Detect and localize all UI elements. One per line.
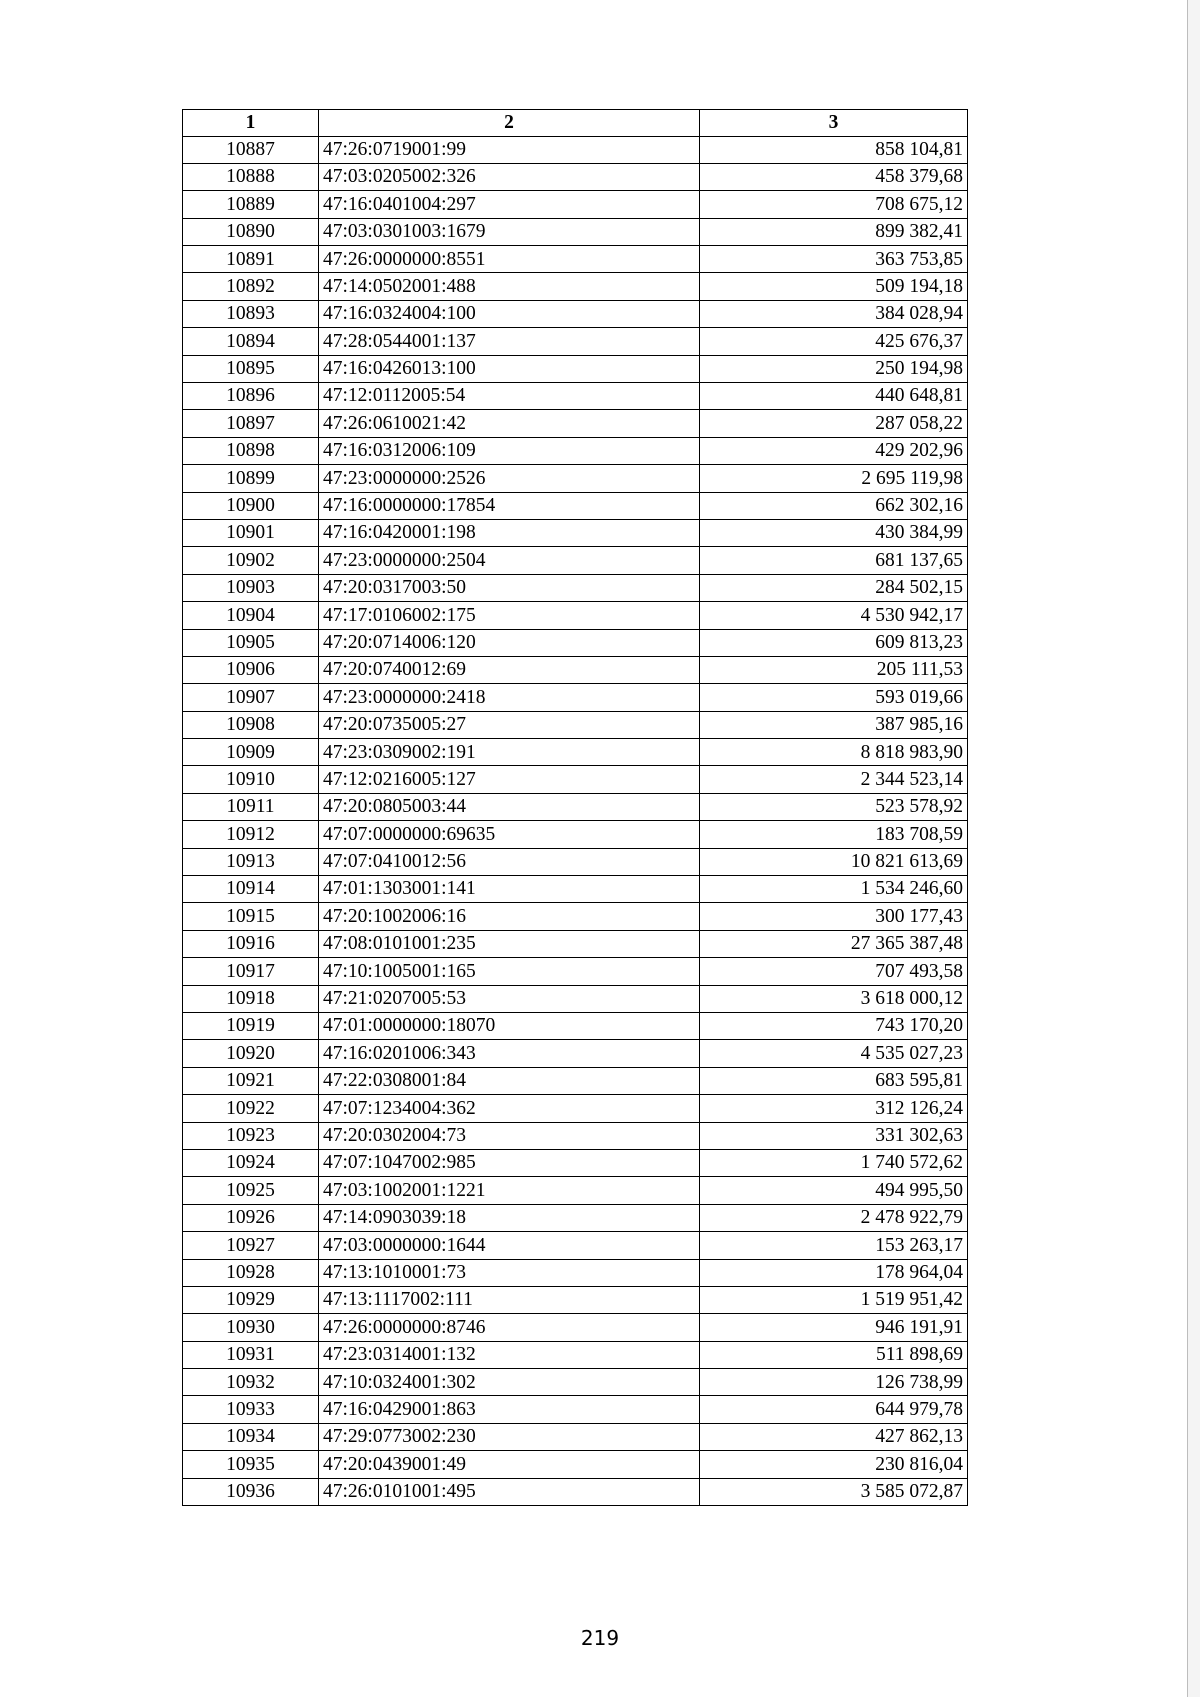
cadastral-number-cell: 47:13:1010001:73 bbox=[319, 1259, 700, 1286]
cadastral-number-cell: 47:26:0000000:8551 bbox=[319, 246, 700, 273]
row-number-cell: 10920 bbox=[183, 1040, 319, 1067]
cadastral-number-cell: 47:07:1234004:362 bbox=[319, 1095, 700, 1122]
value-cell: 8 818 983,90 bbox=[700, 739, 968, 766]
cadastral-number-cell: 47:20:0735005:27 bbox=[319, 711, 700, 738]
table-row bbox=[183, 574, 968, 601]
cadastral-number-cell: 47:03:0301003:1679 bbox=[319, 218, 700, 245]
cadastral-number-cell: 47:22:0308001:84 bbox=[319, 1067, 700, 1094]
row-number-cell: 10900 bbox=[183, 492, 319, 519]
cadastral-number-cell: 47:16:0420001:198 bbox=[319, 519, 700, 546]
table-row bbox=[183, 711, 968, 738]
table-row bbox=[183, 793, 968, 820]
row-number-cell: 10908 bbox=[183, 711, 319, 738]
value-cell: 2 695 119,98 bbox=[700, 465, 968, 492]
cadastral-number-cell: 47:20:0740012:69 bbox=[319, 656, 700, 683]
row-number-cell: 10931 bbox=[183, 1341, 319, 1368]
cadastral-number-cell: 47:20:0714006:120 bbox=[319, 629, 700, 656]
row-number-cell: 10928 bbox=[183, 1259, 319, 1286]
table-row bbox=[183, 1396, 968, 1423]
row-number-cell: 10932 bbox=[183, 1369, 319, 1396]
value-cell: 946 191,91 bbox=[700, 1314, 968, 1341]
value-cell: 287 058,22 bbox=[700, 410, 968, 437]
value-cell: 363 753,85 bbox=[700, 246, 968, 273]
value-cell: 300 177,43 bbox=[700, 903, 968, 930]
table-row bbox=[183, 1478, 968, 1505]
row-number-cell: 10916 bbox=[183, 930, 319, 957]
header-row bbox=[183, 110, 968, 137]
value-cell: 662 302,16 bbox=[700, 492, 968, 519]
cadastral-number-cell: 47:13:1117002:111 bbox=[319, 1286, 700, 1313]
table-row bbox=[183, 1013, 968, 1040]
value-cell: 743 170,20 bbox=[700, 1013, 968, 1040]
table-row bbox=[183, 930, 968, 957]
cadastral-number-cell: 47:08:0101001:235 bbox=[319, 930, 700, 957]
cadastral-number-cell: 47:03:0000000:1644 bbox=[319, 1232, 700, 1259]
table-row bbox=[183, 246, 968, 273]
value-cell: 10 821 613,69 bbox=[700, 848, 968, 875]
cadastral-number-cell: 47:14:0502001:488 bbox=[319, 273, 700, 300]
table-row bbox=[183, 465, 968, 492]
row-number-cell: 10893 bbox=[183, 300, 319, 327]
table-row bbox=[183, 821, 968, 848]
value-cell: 331 302,63 bbox=[700, 1122, 968, 1149]
value-cell: 250 194,98 bbox=[700, 355, 968, 382]
table-row bbox=[183, 848, 968, 875]
row-number-cell: 10915 bbox=[183, 903, 319, 930]
row-number-cell: 10919 bbox=[183, 1013, 319, 1040]
table-row bbox=[183, 355, 968, 382]
data-table bbox=[182, 109, 968, 1506]
row-number-cell: 10895 bbox=[183, 355, 319, 382]
table-row bbox=[183, 1149, 968, 1176]
page-right-edge bbox=[1187, 0, 1200, 1697]
cadastral-number-cell: 47:23:0000000:2418 bbox=[319, 684, 700, 711]
value-cell: 458 379,68 bbox=[700, 163, 968, 190]
cadastral-number-cell: 47:29:0773002:230 bbox=[319, 1423, 700, 1450]
row-number-cell: 10926 bbox=[183, 1204, 319, 1231]
value-cell: 1 519 951,42 bbox=[700, 1286, 968, 1313]
table-body bbox=[183, 136, 968, 1506]
value-cell: 183 708,59 bbox=[700, 821, 968, 848]
cadastral-number-cell: 47:23:0314001:132 bbox=[319, 1341, 700, 1368]
value-cell: 858 104,81 bbox=[700, 136, 968, 163]
table-row bbox=[183, 410, 968, 437]
row-number-cell: 10906 bbox=[183, 656, 319, 683]
table-row bbox=[183, 163, 968, 190]
row-number-cell: 10914 bbox=[183, 876, 319, 903]
cadastral-number-cell: 47:26:0101001:495 bbox=[319, 1478, 700, 1505]
row-number-cell: 10909 bbox=[183, 739, 319, 766]
value-cell: 511 898,69 bbox=[700, 1341, 968, 1368]
value-cell: 494 995,50 bbox=[700, 1177, 968, 1204]
value-cell: 4 530 942,17 bbox=[700, 602, 968, 629]
table-row bbox=[183, 547, 968, 574]
cadastral-number-cell: 47:12:0112005:54 bbox=[319, 383, 700, 410]
cadastral-number-cell: 47:07:0410012:56 bbox=[319, 848, 700, 875]
cadastral-number-cell: 47:16:0000000:17854 bbox=[319, 492, 700, 519]
cadastral-number-cell: 47:16:0401004:297 bbox=[319, 191, 700, 218]
value-cell: 3 618 000,12 bbox=[700, 985, 968, 1012]
row-number-cell: 10897 bbox=[183, 410, 319, 437]
cadastral-number-cell: 47:23:0309002:191 bbox=[319, 739, 700, 766]
row-number-cell: 10933 bbox=[183, 1396, 319, 1423]
row-number-cell: 10898 bbox=[183, 437, 319, 464]
header-col-2: 2 bbox=[319, 110, 700, 137]
header-col-3: 3 bbox=[700, 110, 968, 137]
table-row bbox=[183, 1341, 968, 1368]
cadastral-number-cell: 47:10:1005001:165 bbox=[319, 958, 700, 985]
header-col-1: 1 bbox=[183, 110, 319, 137]
row-number-cell: 10901 bbox=[183, 519, 319, 546]
table-row bbox=[183, 218, 968, 245]
value-cell: 153 263,17 bbox=[700, 1232, 968, 1259]
value-cell: 230 816,04 bbox=[700, 1451, 968, 1478]
row-number-cell: 10924 bbox=[183, 1149, 319, 1176]
cadastral-number-cell: 47:01:1303001:141 bbox=[319, 876, 700, 903]
row-number-cell: 10899 bbox=[183, 465, 319, 492]
table-row bbox=[183, 958, 968, 985]
table-row bbox=[183, 1095, 968, 1122]
table-row bbox=[183, 602, 968, 629]
row-number-cell: 10923 bbox=[183, 1122, 319, 1149]
cadastral-number-cell: 47:16:0201006:343 bbox=[319, 1040, 700, 1067]
cadastral-number-cell: 47:23:0000000:2504 bbox=[319, 547, 700, 574]
row-number-cell: 10921 bbox=[183, 1067, 319, 1094]
table-row bbox=[183, 1451, 968, 1478]
cadastral-number-cell: 47:26:0610021:42 bbox=[319, 410, 700, 437]
value-cell: 681 137,65 bbox=[700, 547, 968, 574]
cadastral-number-cell: 47:20:1002006:16 bbox=[319, 903, 700, 930]
table-row bbox=[183, 136, 968, 163]
table-row bbox=[183, 1177, 968, 1204]
table-row bbox=[183, 1369, 968, 1396]
value-cell: 708 675,12 bbox=[700, 191, 968, 218]
table-row bbox=[183, 300, 968, 327]
table-row bbox=[183, 1204, 968, 1231]
cadastral-number-cell: 47:23:0000000:2526 bbox=[319, 465, 700, 492]
row-number-cell: 10888 bbox=[183, 163, 319, 190]
value-cell: 205 111,53 bbox=[700, 656, 968, 683]
value-cell: 126 738,99 bbox=[700, 1369, 968, 1396]
cadastral-number-cell: 47:26:0000000:8746 bbox=[319, 1314, 700, 1341]
cadastral-number-cell: 47:01:0000000:18070 bbox=[319, 1013, 700, 1040]
value-cell: 509 194,18 bbox=[700, 273, 968, 300]
row-number-cell: 10891 bbox=[183, 246, 319, 273]
table-row bbox=[183, 328, 968, 355]
value-cell: 387 985,16 bbox=[700, 711, 968, 738]
cadastral-number-cell: 47:28:0544001:137 bbox=[319, 328, 700, 355]
value-cell: 178 964,04 bbox=[700, 1259, 968, 1286]
row-number-cell: 10905 bbox=[183, 629, 319, 656]
cadastral-number-cell: 47:20:0805003:44 bbox=[319, 793, 700, 820]
value-cell: 593 019,66 bbox=[700, 684, 968, 711]
table-row bbox=[183, 1314, 968, 1341]
value-cell: 440 648,81 bbox=[700, 383, 968, 410]
row-number-cell: 10930 bbox=[183, 1314, 319, 1341]
row-number-cell: 10887 bbox=[183, 136, 319, 163]
table-row bbox=[183, 437, 968, 464]
row-number-cell: 10902 bbox=[183, 547, 319, 574]
cadastral-number-cell: 47:17:0106002:175 bbox=[319, 602, 700, 629]
table-row bbox=[183, 519, 968, 546]
cadastral-number-cell: 47:26:0719001:99 bbox=[319, 136, 700, 163]
cadastral-number-cell: 47:20:0302004:73 bbox=[319, 1122, 700, 1149]
value-cell: 683 595,81 bbox=[700, 1067, 968, 1094]
value-cell: 1 740 572,62 bbox=[700, 1149, 968, 1176]
row-number-cell: 10936 bbox=[183, 1478, 319, 1505]
value-cell: 609 813,23 bbox=[700, 629, 968, 656]
value-cell: 4 535 027,23 bbox=[700, 1040, 968, 1067]
value-cell: 427 862,13 bbox=[700, 1423, 968, 1450]
row-number-cell: 10934 bbox=[183, 1423, 319, 1450]
row-number-cell: 10913 bbox=[183, 848, 319, 875]
page-number: 219 bbox=[580, 1626, 620, 1650]
table-row bbox=[183, 1040, 968, 1067]
value-cell: 312 126,24 bbox=[700, 1095, 968, 1122]
value-cell: 384 028,94 bbox=[700, 300, 968, 327]
value-cell: 523 578,92 bbox=[700, 793, 968, 820]
value-cell: 2 344 523,14 bbox=[700, 766, 968, 793]
table-row bbox=[183, 656, 968, 683]
row-number-cell: 10903 bbox=[183, 574, 319, 601]
row-number-cell: 10912 bbox=[183, 821, 319, 848]
table-row bbox=[183, 1286, 968, 1313]
table-row bbox=[183, 1232, 968, 1259]
table-row bbox=[183, 1067, 968, 1094]
table-row bbox=[183, 876, 968, 903]
row-number-cell: 10896 bbox=[183, 383, 319, 410]
table-row bbox=[183, 766, 968, 793]
row-number-cell: 10918 bbox=[183, 985, 319, 1012]
cadastral-number-cell: 47:16:0429001:863 bbox=[319, 1396, 700, 1423]
row-number-cell: 10922 bbox=[183, 1095, 319, 1122]
row-number-cell: 10892 bbox=[183, 273, 319, 300]
row-number-cell: 10904 bbox=[183, 602, 319, 629]
cadastral-number-cell: 47:16:0312006:109 bbox=[319, 437, 700, 464]
row-number-cell: 10910 bbox=[183, 766, 319, 793]
cadastral-number-cell: 47:10:0324001:302 bbox=[319, 1369, 700, 1396]
cadastral-number-cell: 47:03:1002001:1221 bbox=[319, 1177, 700, 1204]
cadastral-number-cell: 47:21:0207005:53 bbox=[319, 985, 700, 1012]
cadastral-number-cell: 47:16:0426013:100 bbox=[319, 355, 700, 382]
row-number-cell: 10927 bbox=[183, 1232, 319, 1259]
table-row bbox=[183, 985, 968, 1012]
row-number-cell: 10935 bbox=[183, 1451, 319, 1478]
value-cell: 899 382,41 bbox=[700, 218, 968, 245]
table-row bbox=[183, 629, 968, 656]
cadastral-number-cell: 47:14:0903039:18 bbox=[319, 1204, 700, 1231]
table-row bbox=[183, 903, 968, 930]
value-cell: 27 365 387,48 bbox=[700, 930, 968, 957]
value-cell: 1 534 246,60 bbox=[700, 876, 968, 903]
table-header bbox=[183, 110, 968, 137]
table-row bbox=[183, 383, 968, 410]
cadastral-number-cell: 47:16:0324004:100 bbox=[319, 300, 700, 327]
value-cell: 2 478 922,79 bbox=[700, 1204, 968, 1231]
row-number-cell: 10907 bbox=[183, 684, 319, 711]
table-row bbox=[183, 492, 968, 519]
table-row bbox=[183, 739, 968, 766]
value-cell: 429 202,96 bbox=[700, 437, 968, 464]
table-row bbox=[183, 273, 968, 300]
table-row bbox=[183, 1423, 968, 1450]
cadastral-number-cell: 47:20:0317003:50 bbox=[319, 574, 700, 601]
value-cell: 425 676,37 bbox=[700, 328, 968, 355]
value-cell: 707 493,58 bbox=[700, 958, 968, 985]
row-number-cell: 10894 bbox=[183, 328, 319, 355]
value-cell: 284 502,15 bbox=[700, 574, 968, 601]
cadastral-number-cell: 47:03:0205002:326 bbox=[319, 163, 700, 190]
table-row bbox=[183, 191, 968, 218]
value-cell: 3 585 072,87 bbox=[700, 1478, 968, 1505]
row-number-cell: 10890 bbox=[183, 218, 319, 245]
row-number-cell: 10925 bbox=[183, 1177, 319, 1204]
row-number-cell: 10917 bbox=[183, 958, 319, 985]
cadastral-number-cell: 47:20:0439001:49 bbox=[319, 1451, 700, 1478]
table-row bbox=[183, 684, 968, 711]
cadastral-number-cell: 47:07:0000000:69635 bbox=[319, 821, 700, 848]
table-row bbox=[183, 1259, 968, 1286]
row-number-cell: 10889 bbox=[183, 191, 319, 218]
table-row bbox=[183, 1122, 968, 1149]
row-number-cell: 10929 bbox=[183, 1286, 319, 1313]
row-number-cell: 10911 bbox=[183, 793, 319, 820]
cadastral-number-cell: 47:12:0216005:127 bbox=[319, 766, 700, 793]
value-cell: 430 384,99 bbox=[700, 519, 968, 546]
cadastral-number-cell: 47:07:1047002:985 bbox=[319, 1149, 700, 1176]
value-cell: 644 979,78 bbox=[700, 1396, 968, 1423]
